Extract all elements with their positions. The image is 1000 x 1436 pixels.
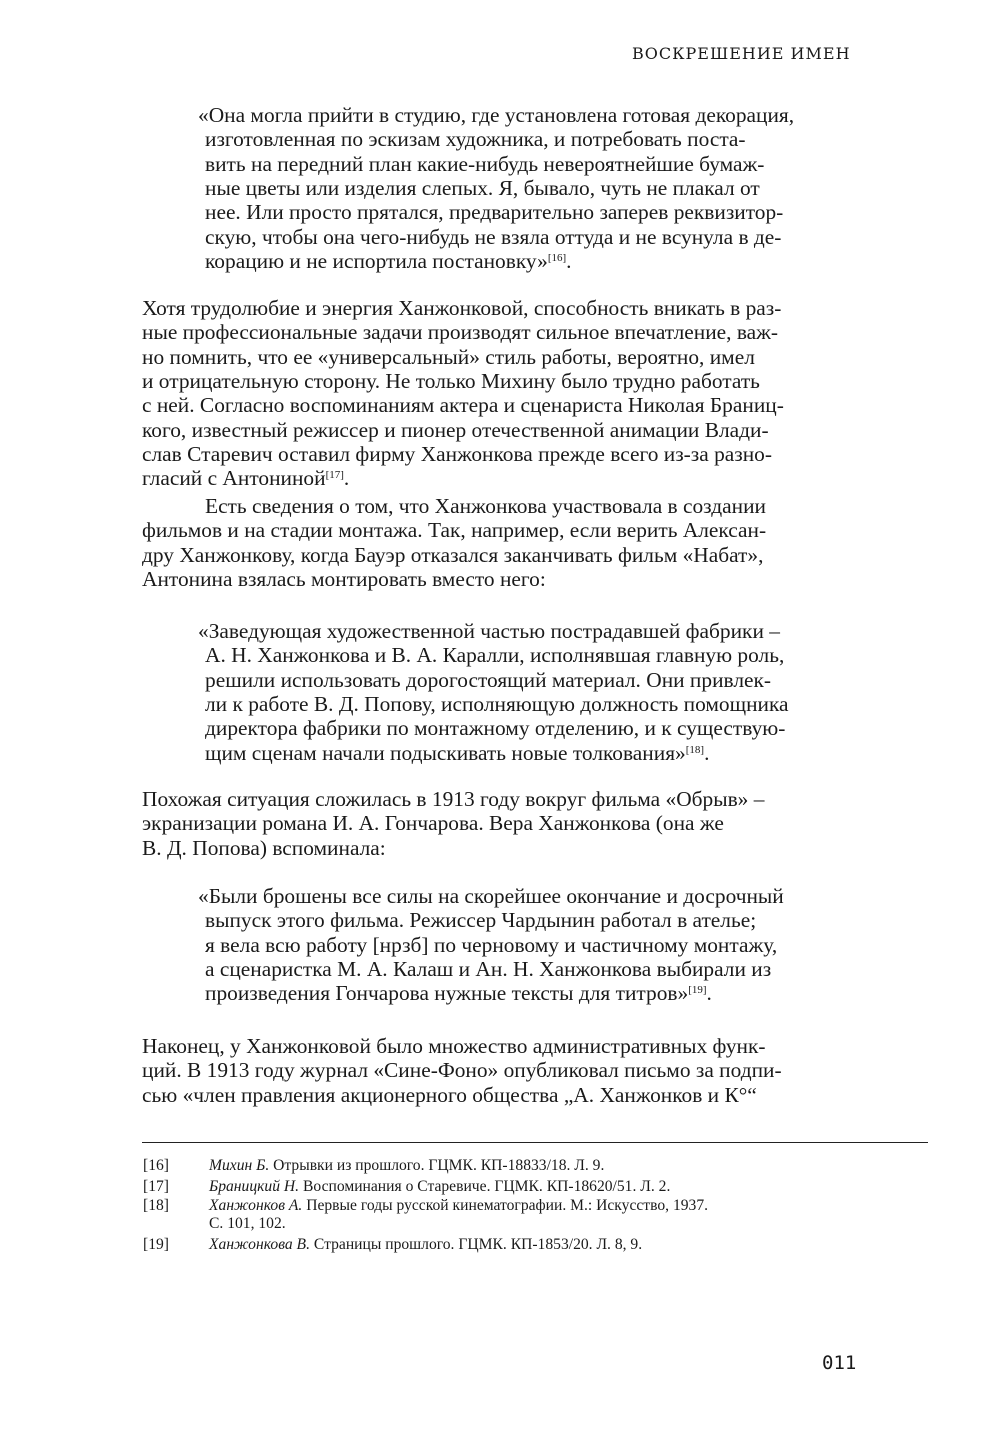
line-tail: .: [566, 248, 572, 273]
text-line: [142, 467, 349, 489]
text-line: [142, 394, 784, 416]
line-text: ций. В 1913 году журнал «Сине-Фоно» опубликовал письмо за подпи-: [142, 1058, 782, 1083]
footnote-source: Отрывки из прошлого. ГЦМК. КП-18833/18. Л. 9.: [269, 1157, 605, 1174]
line-text: дру Ханжонкову, когда Бауэр отказался заканчивать фильм «Набат»,: [142, 542, 764, 567]
text-line: [205, 201, 783, 223]
text-line: [205, 693, 789, 715]
line-text: фильмов и на стадии монтажа. Так, например, если верить Алексан-: [142, 518, 767, 543]
text-line: [142, 837, 386, 859]
text-line: [142, 1035, 766, 1057]
footnote-source: Первые годы русской кинематографии. М.: Искусство, 1937.: [302, 1197, 709, 1214]
text-line: [205, 644, 784, 666]
line-text: Есть сведения о том, что Ханжонкова участвовала в создании: [205, 494, 766, 518]
line-text: Наконец, у Ханжонковой было множество административных функ-: [142, 1034, 766, 1058]
text-line: [142, 568, 546, 590]
line-text: Хотя трудолюбие и энергия Ханжонковой, способность вникать в раз-: [142, 296, 782, 320]
footnote-divider: [142, 1142, 928, 1143]
line-text: А. Н. Ханжонкова и В. А. Каралли, исполнявшая главную роль,: [205, 643, 785, 668]
page-number: 011: [822, 1352, 857, 1374]
line-text: щим сценам начали подыскивать новые толкования»: [205, 740, 686, 765]
footnote-reference[interactable]: [17]: [325, 469, 344, 482]
footnote-source: Страницы прошлого. ГЦМК. КП-1853/20. Л. 8, 9.: [310, 1236, 643, 1253]
line-tail: .: [704, 740, 710, 765]
footnote: [143, 1157, 923, 1175]
footnote-author: Ханжонкова В.: [209, 1236, 310, 1253]
text-line: [205, 982, 712, 1004]
text-line: [142, 544, 763, 566]
line-text: ные профессиональные задачи производят сильное впечатление, важ-: [142, 320, 779, 345]
line-tail: .: [343, 466, 350, 491]
footnote-number: [19]: [143, 1236, 169, 1253]
text-line: [142, 788, 764, 810]
footnote-reference[interactable]: [16]: [547, 251, 567, 264]
footnote-reference[interactable]: [19]: [688, 984, 707, 997]
text-line: [198, 620, 780, 642]
line-text: Похожая ситуация сложилась в 1913 году вокруг фильма «Обрыв» –: [142, 787, 765, 811]
line-text: но помнить, что ее «универсальный» стиль работы, вероятно, имел: [142, 344, 755, 369]
line-text: гласий с Антониной: [142, 466, 326, 491]
text-line: [142, 443, 772, 465]
line-text: решили использовать дорогостоящий материал. Они привлек-: [205, 667, 772, 692]
line-text: Антонина взялась монтировать вместо него:: [142, 566, 546, 591]
text-line: [205, 934, 777, 956]
text-line: [142, 346, 755, 368]
line-text: сью «член правления акционерного общества „А. Ханжонков и К°“: [142, 1082, 757, 1107]
line-text: кого, известный режиссер и пионер отечественной анимации Влади-: [142, 417, 769, 442]
text-line: [205, 128, 746, 150]
text-line: [205, 958, 771, 980]
text-line: [205, 909, 756, 931]
footnote-number: [16]: [143, 1157, 169, 1174]
text-line: [142, 321, 778, 343]
line-text: слав Старевич оставил фирму Ханжонкова прежде всего из-за разно-: [142, 441, 772, 466]
footnote-source: Воспоминания о Старевиче. ГЦМК. КП-18620/51. Л. 2.: [299, 1178, 671, 1195]
text-line: [205, 742, 709, 764]
line-text: я вела всю работу [нрзб] по черновому и частичному монтажу,: [205, 932, 778, 957]
footnote: [143, 1197, 923, 1233]
footnote-author: Михин Б.: [209, 1157, 270, 1174]
footnote-text: [209, 1197, 708, 1214]
text-line: [142, 1084, 757, 1106]
line-text: экранизации романа И. А. Гончарова. Вера Ханжонкова (она же: [142, 811, 724, 836]
footnote-continuation: С. 101, 102.: [209, 1215, 286, 1232]
text-line: [205, 153, 764, 175]
line-text: изготовленная по эскизам художника, и потребовать поста-: [205, 127, 746, 152]
text-line: [205, 250, 572, 272]
line-text: корацию и не испортила постановку»: [205, 248, 548, 273]
running-head: ВОСКРЕШЕНИЕ ИМЕН: [632, 44, 851, 63]
line-text: произведения Гончарова нужные тексты для титров»: [205, 981, 689, 1006]
line-text: выпуск этого фильма. Режиссер Чардынин работал в ателье;: [205, 908, 757, 933]
line-text: директора фабрики по монтажному отделению, и к существую-: [205, 716, 786, 741]
text-line: [198, 104, 794, 126]
line-text: а сценаристка М. А. Калаш и Ан. Н. Ханжонкова выбирали из: [205, 956, 772, 981]
text-line: [205, 226, 781, 248]
text-line: [205, 495, 766, 517]
text-line: [142, 1059, 782, 1081]
footnote-text: [209, 1236, 642, 1253]
text-line: [205, 669, 771, 691]
footnote-author: Ханжонков А.: [209, 1197, 303, 1214]
line-text: вить на передний план какие-нибудь невероятнейшие бумаж-: [205, 151, 765, 176]
text-line: [198, 885, 784, 907]
footnote-reference[interactable]: [18]: [685, 743, 705, 756]
line-text: «Заведующая художественной частью пострадавшей фабрики –: [198, 619, 780, 643]
text-line: [142, 812, 724, 834]
footnote-number: [18]: [143, 1197, 169, 1214]
line-text: В. Д. Попова) вспоминала:: [142, 835, 386, 860]
footnote: [143, 1236, 923, 1254]
line-text: ли к работе В. Д. Попову, исполняющую должность помощника: [205, 691, 789, 716]
footnote-author: Браницкий Н.: [209, 1178, 300, 1195]
line-text: ные цветы или изделия слепых. Я, бывало, чуть не плакал от: [205, 175, 760, 200]
text-line: [142, 370, 760, 392]
footnote: [143, 1178, 923, 1196]
line-text: с ней. Согласно воспоминаниям актера и сценариста Николая Браниц-: [142, 393, 784, 418]
line-text: и отрицательную сторону. Не только Михину было трудно работать: [142, 368, 760, 393]
line-text: «Она могла прийти в студию, где установлена готовая декорация,: [198, 103, 795, 127]
footnote-text: [209, 1178, 670, 1195]
footnote-number: [17]: [143, 1178, 169, 1195]
text-line: [142, 297, 781, 319]
line-text: нее. Или просто прятался, предварительно заперев реквизитор-: [205, 200, 784, 225]
footnote-text: [209, 1157, 604, 1174]
line-text: скую, чтобы она чего-нибудь не взяла оттуда и не всунула в де-: [205, 224, 782, 249]
line-text: «Были брошены все силы на скорейшее окончание и досрочный: [198, 884, 784, 908]
text-line: [142, 519, 766, 541]
text-line: [142, 419, 769, 441]
text-line: [205, 177, 760, 199]
text-line: [205, 717, 785, 739]
line-tail: .: [706, 981, 712, 1006]
